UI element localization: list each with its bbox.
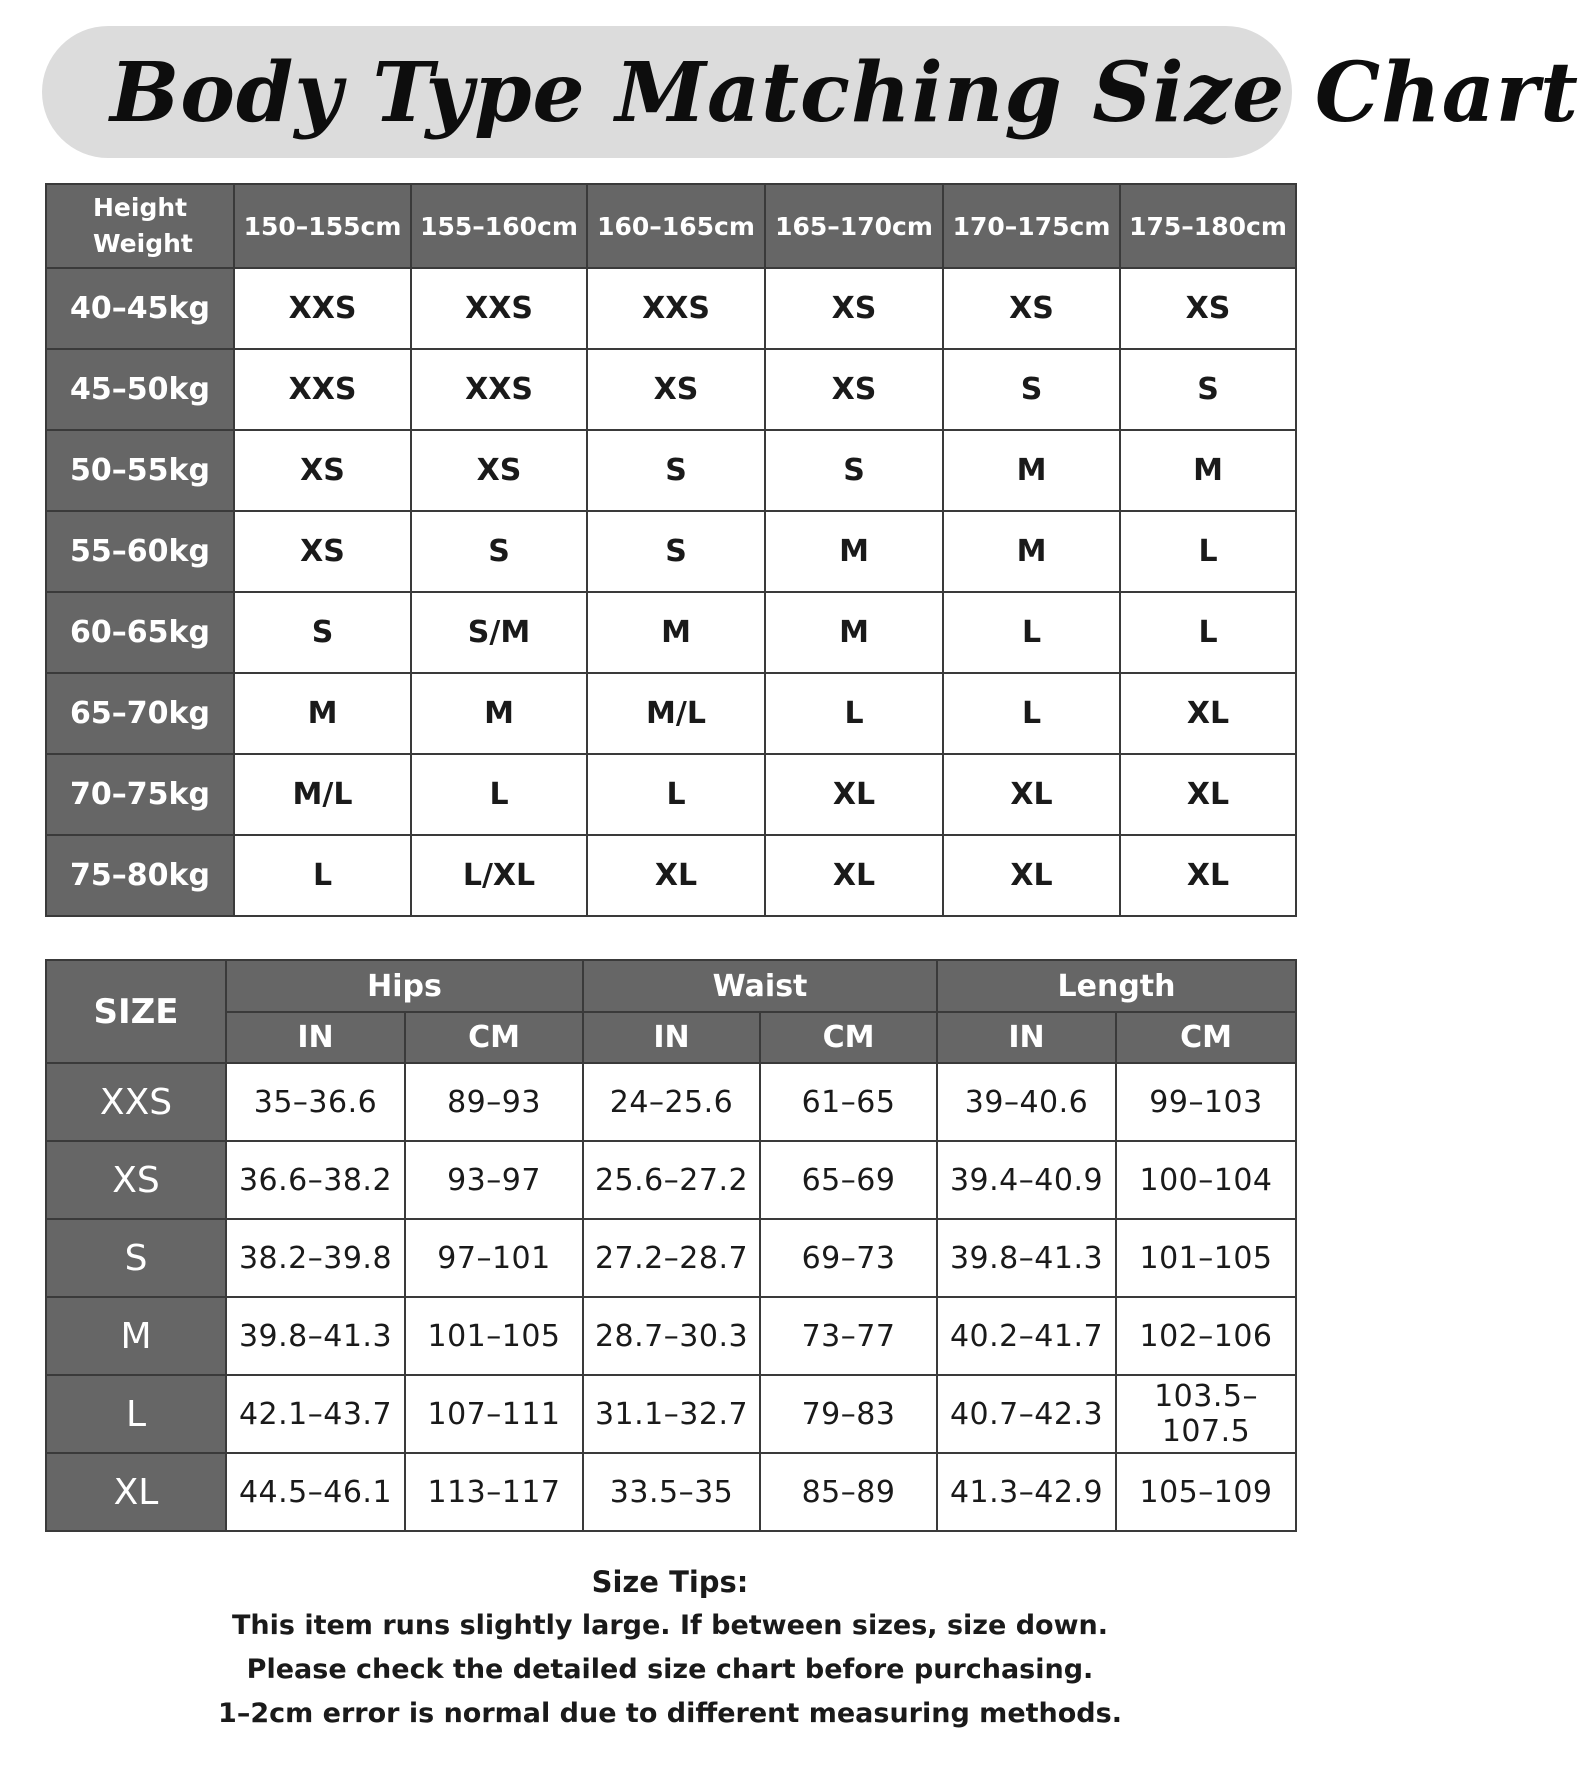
size-row [46,1297,1296,1375]
size-cell: XS [1120,268,1296,349]
measurement-cell: 25.6–27.2 [583,1141,760,1219]
size-tips-heading: Size Tips: [591,1565,749,1599]
weight-row-header: 50–55kg [46,430,234,511]
size-cell: XL [765,754,943,835]
size-cell: L [411,754,587,835]
measurement-cell: 40.2–41.7 [937,1297,1116,1375]
size-cell: XS [765,268,943,349]
size-cell: L/XL [411,835,587,916]
weight-row-header: 60–65kg [46,592,234,673]
unit-header: CM [405,1012,583,1063]
measurement-cell: 101–105 [405,1297,583,1375]
size-cell: XS [234,430,411,511]
measurement-cell: 27.2–28.7 [583,1219,760,1297]
measurement-cell: 39.4–40.9 [937,1141,1116,1219]
weight-row-header: 40–45kg [46,268,234,349]
height-column-header: 160–165cm [587,184,765,268]
size-cell: XS [765,349,943,430]
measurement-cell: 28.7–30.3 [583,1297,760,1375]
size-cell: S [587,430,765,511]
weight-row-header: 45–50kg [46,349,234,430]
waist-group-header: Waist [583,960,937,1012]
size-cell: XL [943,754,1120,835]
measurement-cell: 42.1–43.7 [226,1375,405,1453]
size-tip-line: This item runs slightly large. If between sizes, size down. [231,1610,1109,1641]
size-cell: XXS [234,268,411,349]
size-cell: L [587,754,765,835]
size-cell: L [765,673,943,754]
measurement-cell: 99–103 [1116,1063,1296,1141]
measurement-cell: 113–117 [405,1453,583,1531]
size-cell: S [1120,349,1296,430]
size-cell: XL [1120,673,1296,754]
size-cell: XS [587,349,765,430]
size-cell: M [1120,430,1296,511]
size-cell: M [411,673,587,754]
size-cell: S [765,430,943,511]
weight-row [46,349,1296,430]
measurement-cell: 39.8–41.3 [226,1297,405,1375]
corner-weight-label: Weight [93,229,193,258]
size-cell: S [411,511,587,592]
weight-row [46,835,1296,916]
size-cell: XL [765,835,943,916]
size-cell: XS [943,268,1120,349]
size-cell: S/M [411,592,587,673]
size-cell: XXS [411,349,587,430]
measurement-cell: 38.2–39.8 [226,1219,405,1297]
size-cell: M/L [234,754,411,835]
height-column-header: 175–180cm [1120,184,1296,268]
size-cell: L [234,835,411,916]
size-tip-line: 1–2cm error is normal due to different measuring methods. [218,1698,1122,1729]
measurement-cell: 85–89 [760,1453,937,1531]
unit-header: CM [760,1012,937,1063]
size-row [46,1453,1296,1531]
size-cell: M [587,592,765,673]
weight-row-header: 75–80kg [46,835,234,916]
height-weight-corner-header [46,184,234,268]
size-cell: XL [1120,754,1296,835]
size-row-header: S [46,1219,226,1297]
size-cell: M [765,592,943,673]
measurement-cell: 73–77 [760,1297,937,1375]
size-cell: M [943,430,1120,511]
height-column-header: 170–175cm [943,184,1120,268]
size-row-header: M [46,1297,226,1375]
size-cell: M [234,673,411,754]
weight-row [46,511,1296,592]
size-tips [0,1560,1340,1736]
weight-row [46,754,1296,835]
size-cell: XXS [234,349,411,430]
measurement-cell: 40.7–42.3 [937,1375,1116,1453]
measurement-cell: 31.1–32.7 [583,1375,760,1453]
size-cell: XL [587,835,765,916]
weight-row-header: 65–70kg [46,673,234,754]
measurement-cell: 79–83 [760,1375,937,1453]
measurement-cell: 35–36.6 [226,1063,405,1141]
measurement-cell: 61–65 [760,1063,937,1141]
unit-header: CM [1116,1012,1296,1063]
page-title: Body Type Matching Size Chart [110,45,1579,141]
hips-group-header: Hips [226,960,583,1012]
height-column-header: 150–155cm [234,184,411,268]
size-cell: XS [411,430,587,511]
measurement-cell: 69–73 [760,1219,937,1297]
measurement-cell: 24–25.6 [583,1063,760,1141]
body-type-size-table [45,183,1297,917]
size-cell: M/L [587,673,765,754]
weight-row [46,430,1296,511]
size-measurement-table [45,959,1297,1532]
size-cell: L [1120,592,1296,673]
length-group-header: Length [937,960,1296,1012]
weight-row [46,673,1296,754]
measurement-cell: 102–106 [1116,1297,1296,1375]
height-column-header: 165–170cm [765,184,943,268]
size-cell: XXS [411,268,587,349]
size-cell: XL [1120,835,1296,916]
measurement-cell: 100–104 [1116,1141,1296,1219]
measurement-cell: 39–40.6 [937,1063,1116,1141]
unit-header: IN [937,1012,1116,1063]
unit-header: IN [226,1012,405,1063]
height-column-header: 155–160cm [411,184,587,268]
size-column-header: SIZE [46,960,226,1063]
size-cell: XS [234,511,411,592]
measurement-cell: 33.5–35 [583,1453,760,1531]
measurement-cell: 36.6–38.2 [226,1141,405,1219]
size-row [46,1063,1296,1141]
weight-row [46,592,1296,673]
size-cell: M [943,511,1120,592]
measurement-cell: 93–97 [405,1141,583,1219]
size-cell: L [943,673,1120,754]
size-cell: S [234,592,411,673]
size-cell: S [587,511,765,592]
measurement-cell: 39.8–41.3 [937,1219,1116,1297]
unit-header: IN [583,1012,760,1063]
measurement-cell: 107–111 [405,1375,583,1453]
measurement-cell: 41.3–42.9 [937,1453,1116,1531]
size-cell: L [943,592,1120,673]
weight-row-header: 55–60kg [46,511,234,592]
size-cell: S [943,349,1120,430]
size-cell: XL [943,835,1120,916]
size-row-header: XL [46,1453,226,1531]
measurement-cell: 97–101 [405,1219,583,1297]
size-row-header: XS [46,1141,226,1219]
measurement-cell: 101–105 [1116,1219,1296,1297]
measurement-cell: 103.5–107.5 [1116,1375,1296,1453]
measurement-cell: 105–109 [1116,1453,1296,1531]
size-cell: M [765,511,943,592]
measurement-cell: 44.5–46.1 [226,1453,405,1531]
size-tip-line: Please check the detailed size chart before purchasing. [246,1654,1094,1685]
size-row [46,1375,1296,1453]
size-row-header: L [46,1375,226,1453]
weight-row [46,268,1296,349]
size-row [46,1141,1296,1219]
weight-row-header: 70–75kg [46,754,234,835]
size-cell: L [1120,511,1296,592]
measurement-cell: 65–69 [760,1141,937,1219]
size-row [46,1219,1296,1297]
size-row-header: XXS [46,1063,226,1141]
size-cell: XXS [587,268,765,349]
corner-height-label: Height [93,193,188,222]
measurement-cell: 89–93 [405,1063,583,1141]
